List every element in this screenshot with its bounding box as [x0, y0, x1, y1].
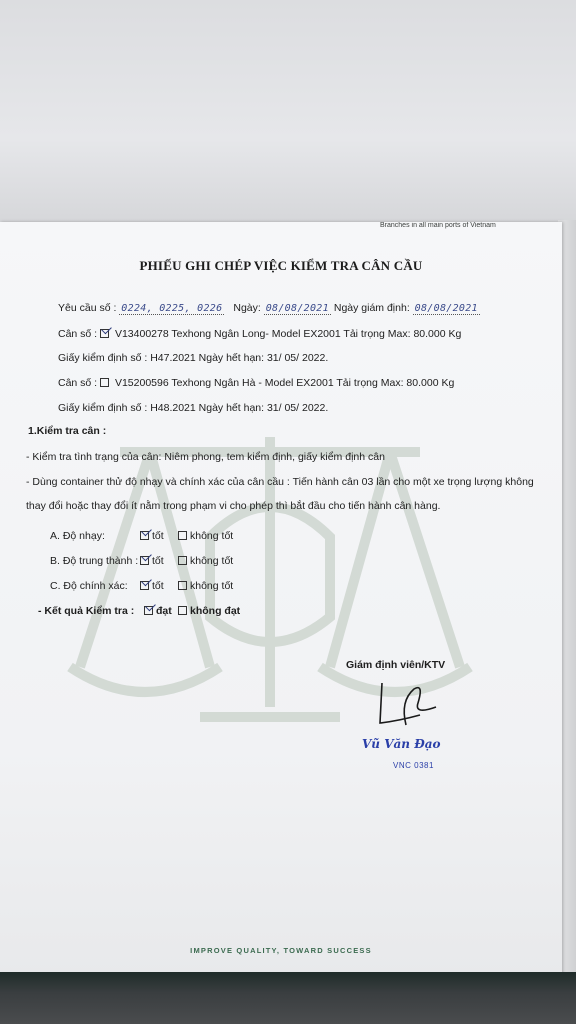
back-sheet — [0, 0, 576, 232]
section-1-heading: 1.Kiểm tra cân : — [28, 425, 107, 437]
check-b-good[interactable] — [140, 555, 164, 567]
scale-2-checkbox[interactable] — [100, 378, 109, 387]
result-fail-text: không đạt — [190, 605, 241, 617]
check-b-label: B. Độ trung thành : — [50, 555, 139, 567]
document-title: PHIẾU GHI CHÉP VIỆC KIỂM TRA CÂN CẦU — [139, 258, 423, 273]
check-a-bad-box[interactable] — [178, 531, 187, 540]
date-label: Ngày: — [233, 302, 261, 314]
result-label: - Kết quả Kiểm tra : — [38, 605, 135, 617]
scale-1-cert: Giấy kiểm định số : H47.2021 Ngày hết hạn: 31/ 05/ 2022. — [58, 352, 329, 364]
scale-1-checkbox[interactable] — [100, 329, 109, 338]
stamp-name: Vũ Văn Đạo — [362, 737, 441, 751]
check-a-good[interactable] — [140, 530, 164, 542]
scale-1-text: V13400278 Texhong Ngân Long- Model EX2001 Tải trọng Max: 80.000 Kg — [114, 328, 462, 340]
scale-1-line — [58, 328, 461, 340]
scale-2-label: Cân số : — [58, 377, 98, 389]
check-a-bad[interactable] — [178, 530, 233, 542]
scale-1-label: Cân số : — [58, 328, 98, 340]
check-c-good-box[interactable] — [140, 581, 149, 590]
check-c-bad-box[interactable] — [178, 581, 187, 590]
check-b-bad[interactable] — [178, 555, 233, 567]
check-c-good-text: tốt — [152, 580, 164, 592]
section-1-item-1: - Kiểm tra tình trạng của cân: Niêm phong, tem kiểm định, giấy kiểm định cân — [26, 451, 385, 463]
request-number: 0224, 0225, 0226 — [121, 303, 223, 314]
request-date: 08/08/2021 — [265, 303, 329, 314]
result-pass-box[interactable] — [144, 606, 153, 615]
desk-surface — [0, 972, 576, 1024]
stamp-code: VNC 0381 — [393, 761, 434, 770]
result-pass[interactable] — [144, 605, 172, 617]
scale-2-text: V15200596 Texhong Ngân Hà - Model EX2001 Tải trọng Max: 80.000 Kg — [114, 377, 455, 389]
section-1-item-2b: thay đổi hoặc thay đổi ít nằm trong phạm vi cho phép thì bắt đầu cho tiến hành cân hàng. — [26, 500, 441, 512]
request-label: Yêu cầu số : — [58, 302, 117, 314]
check-a-label: A. Độ nhạy: — [50, 530, 105, 542]
check-b-bad-text: không tốt — [190, 555, 234, 567]
branches-note: Branches in all main ports of Vietnam — [380, 222, 496, 229]
handwritten-signature — [370, 677, 450, 732]
result-fail[interactable] — [178, 605, 240, 617]
check-a-bad-text: không tốt — [190, 530, 234, 542]
scale-2-cert: Giấy kiểm định số : H48.2021 Ngày hết hạn: 31/ 05/ 2022. — [58, 402, 329, 414]
document-page — [0, 222, 562, 976]
check-a-good-box[interactable] — [140, 531, 149, 540]
inspector-title: Giám định viên/KTV — [346, 659, 446, 671]
inspection-date-label: Ngày giám định: — [333, 302, 410, 314]
check-b-bad-box[interactable] — [178, 556, 187, 565]
check-b-good-box[interactable] — [140, 556, 149, 565]
check-b-good-text: tốt — [152, 555, 164, 567]
request-line — [58, 302, 480, 314]
result-pass-text: đạt — [156, 605, 172, 617]
check-c-label: C. Độ chính xác: — [50, 580, 128, 592]
section-1-item-2a: - Dùng container thử độ nhạy và chính xác của cân cầu : Tiến hành cân 03 lần cho một xe trọng lượng không — [26, 476, 534, 488]
check-c-bad-text: không tốt — [190, 580, 234, 592]
footer-slogan: IMPROVE QUALITY, TOWARD SUCCESS — [190, 946, 372, 955]
scale-2-line — [58, 377, 454, 389]
check-a-good-text: tốt — [152, 530, 164, 542]
inspection-date: 08/08/2021 — [414, 303, 478, 314]
check-c-good[interactable] — [140, 580, 164, 592]
check-c-bad[interactable] — [178, 580, 233, 592]
result-fail-box[interactable] — [178, 606, 187, 615]
